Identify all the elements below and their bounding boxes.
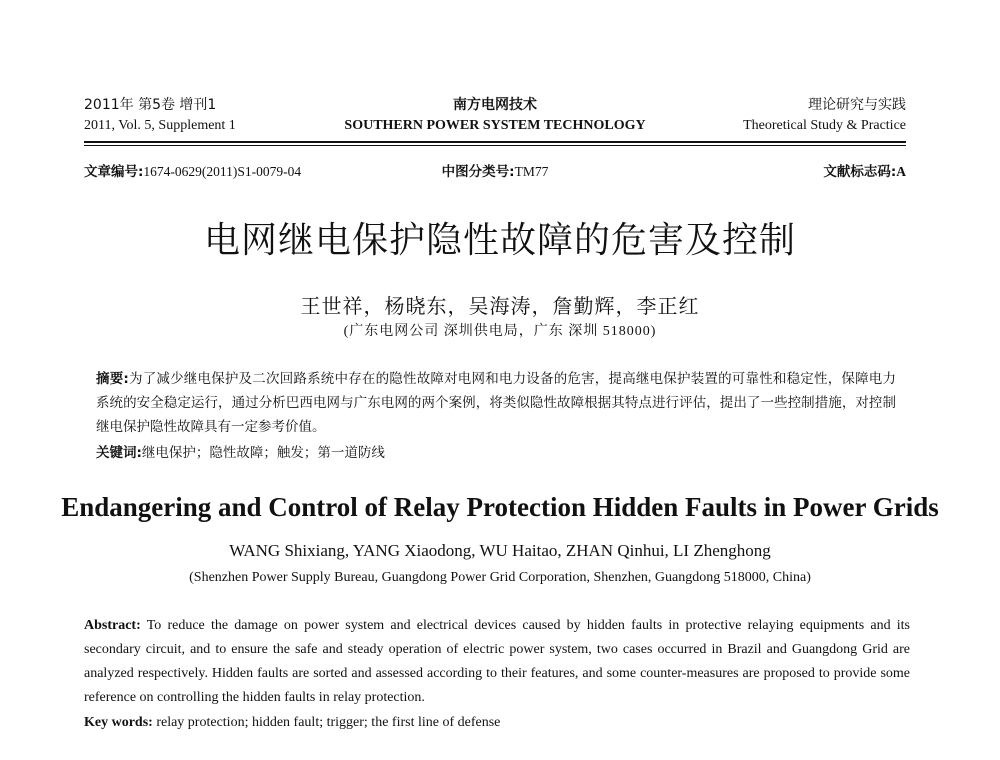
document-code-value: A [896,164,906,179]
classification-code [84,160,906,180]
title-english: Endangering and Control of Relay Protection Hidden Faults in Power Grids [61,492,939,522]
header-rule-thick [84,141,906,143]
article-number-value: 1674-0629(2011)S1-0079-04 [143,164,302,179]
abstract-english-text: To reduce the damage on power system and electrical devices caused by hidden faults in protective relaying equipments and its secondary circuit, and to ensure the safe and steady operation of electric power system, two cases occurred in Brazil and Guangdong Grid are analyzed respectively. Hidden faults are sorted and assessed according to their features, and some counter-measures are proposed to provide some reference on controlling the hidden faults in relay protection. [84,618,911,705]
keywords-chinese-label: 关键词: [96,445,142,461]
issue-en: 2011, Vol. 5, Supplement 1 [84,118,236,133]
keywords-chinese [96,441,896,465]
authors-english: WANG Shixiang, YANG Xiaodong, WU Haitao, ZHAN Qinhui, LI Zhenghong [229,541,771,560]
authors-chinese: 王世祥，杨晓东，吴海涛，詹勤辉，李正红 [300,296,700,318]
abstract-chinese-text: 为了减少继电保护及二次回路系统中存在的隐性故障对电网和电力设备的危害，提高继电保护装置的可靠性和稳定性，保障电力系统的安全稳定运行，通过分析巴西电网与广东电网的两个案例，将类似隐性故障根据其特点进行评估，提出了一些控制措施，对控制继电保护隐性故障具有一定参考价值。 [96,371,897,434]
affiliation-english: (Shenzhen Power Supply Bureau, Guangdong Power Grid Corporation, Shenzhen, Guangdong 518000, China) [189,570,811,585]
article-number-label: 文章编号: [84,164,144,180]
journal-name-cn: 南方电网技术 [453,97,537,113]
issue-cn: 2011年 第5卷 增刊1 [84,97,217,113]
document-code-label: 文献标志码: [823,164,897,180]
abstract-english [84,614,910,710]
abstract-chinese [96,367,896,439]
title-chinese: 电网继电保护隐性故障的危害及控制 [203,220,796,261]
affiliation-chinese: (广东电网公司 深圳供电局，广东 深圳 518000) [343,324,657,339]
column-cn: 理论研究与实践 [808,97,906,113]
abstract-english-label: Abstract: [84,618,141,633]
keywords-chinese-text: 继电保护；隐性故障；触发；第一道防线 [141,445,385,460]
column-en: Theoretical Study & Practice [743,118,906,133]
classification-value: TM77 [514,164,549,179]
classification-label: 中图分类号: [441,164,515,180]
header-rule-thin [84,145,906,146]
article-meta-row [84,160,906,180]
header-chinese-row [84,94,906,114]
document-code [823,160,906,180]
header-english-row [84,118,906,138]
journal-name-en: SOUTHERN POWER SYSTEM TECHNOLOGY [344,118,646,133]
abstract-chinese-label: 摘要: [96,371,129,387]
keywords-english-text: relay protection; hidden fault; trigger; the first line of defense [156,715,501,730]
keywords-english [84,711,910,735]
keywords-english-label: Key words: [84,715,153,730]
